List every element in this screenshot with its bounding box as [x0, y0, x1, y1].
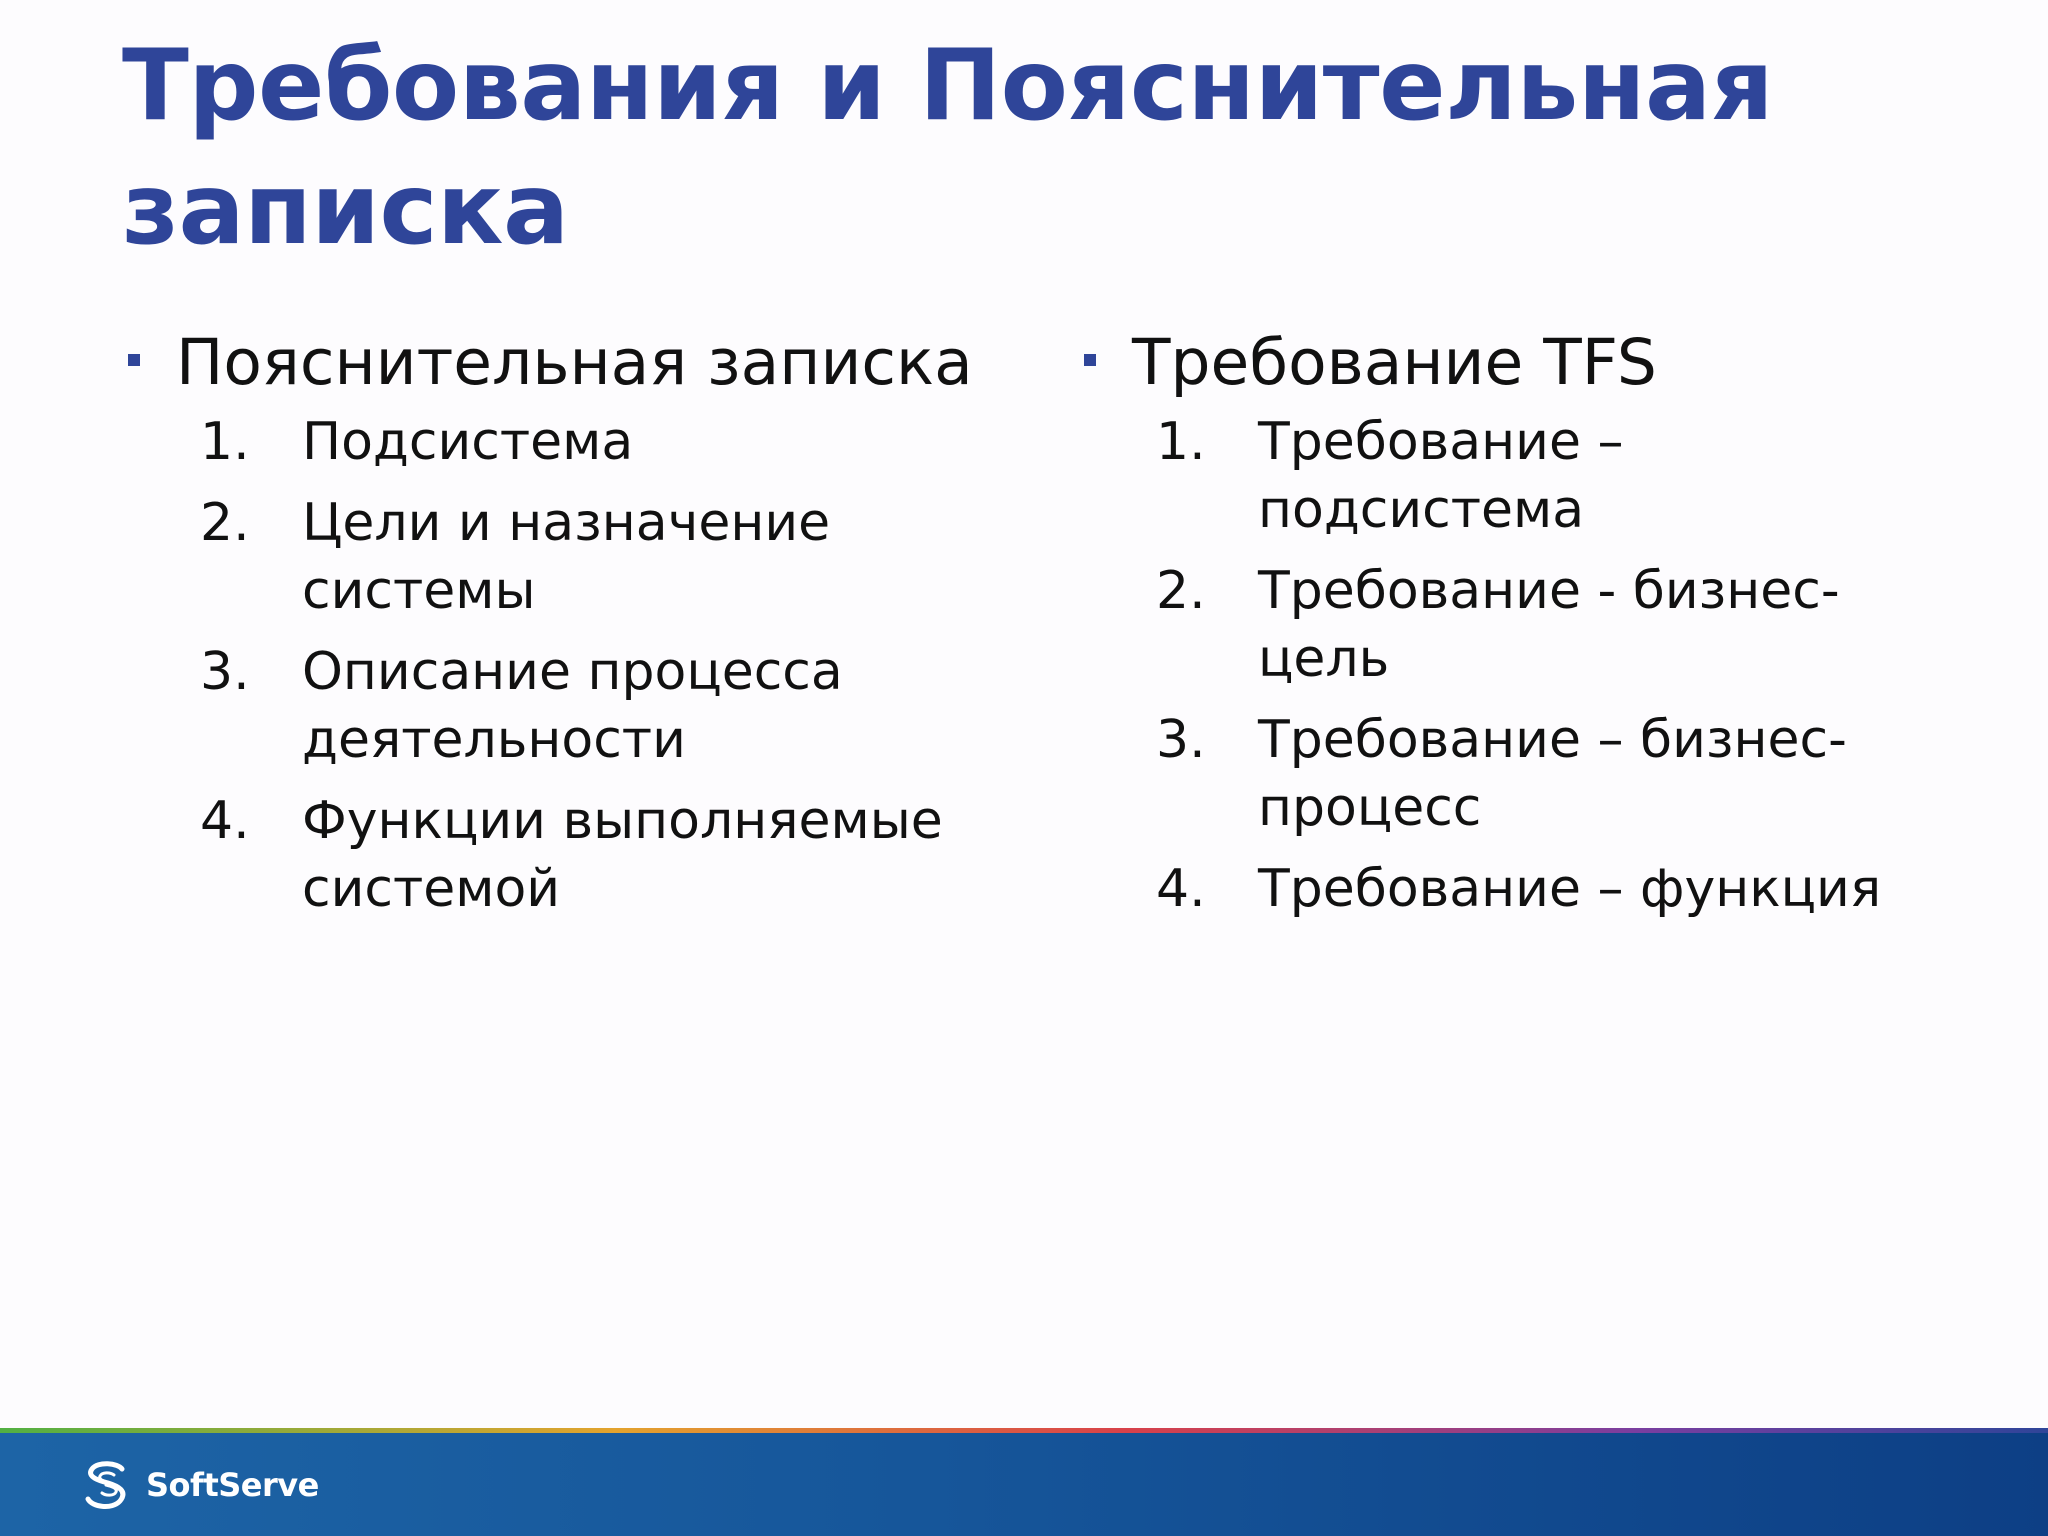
list-item-text	[1258, 557, 1978, 693]
list-item-line: Функции выполняемые	[302, 791, 943, 851]
list-item	[122, 638, 1022, 774]
list-item-line: Цели и назначение	[302, 493, 831, 553]
title-line-2: записка	[122, 153, 569, 267]
left-heading: Пояснительная записка	[176, 326, 973, 399]
list-item-text	[302, 489, 1022, 625]
list-item-line: деятельности	[302, 710, 686, 770]
list-item	[1078, 557, 1978, 693]
list-item-text	[302, 787, 1022, 923]
list-item-line: системой	[302, 859, 561, 919]
list-item-number: 3.	[200, 642, 250, 702]
list-item-number: 4.	[1156, 859, 1206, 919]
list-item	[1078, 855, 1978, 923]
list-item-line: Требование –	[1258, 412, 1624, 472]
list-item-number: 4.	[200, 791, 250, 851]
list-item-number: 2.	[200, 493, 250, 553]
list-item-number: 3.	[1156, 710, 1206, 770]
list-item	[122, 408, 1022, 476]
right-heading: Требование TFS	[1132, 326, 1657, 399]
list-item-text	[1258, 855, 1978, 923]
logo-text: SoftServe	[146, 1466, 319, 1504]
right-column	[1078, 318, 1978, 936]
list-item-text	[302, 638, 1022, 774]
list-item-text	[1258, 408, 1978, 544]
left-column	[122, 318, 1022, 936]
softserve-logo	[78, 1455, 319, 1515]
list-item-line: Описание процесса	[302, 642, 843, 702]
list-item-number: 1.	[1156, 412, 1206, 472]
list-item	[122, 489, 1022, 625]
left-bullet	[122, 318, 1022, 408]
list-item-line: Подсистема	[302, 412, 634, 472]
list-item-line: процесс	[1258, 778, 1482, 838]
list-item-line: Требование – функция	[1258, 859, 1882, 919]
list-item-line: цель	[1258, 629, 1390, 689]
softserve-logo-icon	[78, 1455, 138, 1515]
list-item-line: Требование – бизнес-	[1258, 710, 1847, 770]
list-item-number: 1.	[200, 412, 250, 472]
slide-title	[122, 24, 1922, 272]
right-bullet	[1078, 318, 1978, 408]
right-list	[1078, 408, 1978, 923]
list-item	[1078, 706, 1978, 842]
bullet-square-icon	[128, 354, 140, 366]
footer-bar	[0, 1433, 2048, 1536]
list-item	[1078, 408, 1978, 544]
bullet-square-icon	[1084, 354, 1096, 366]
left-list	[122, 408, 1022, 923]
list-item-line: Требование - бизнес-	[1258, 561, 1840, 621]
list-item-number: 2.	[1156, 561, 1206, 621]
list-item	[122, 787, 1022, 923]
list-item-text	[1258, 706, 1978, 842]
list-item-text	[302, 408, 1022, 476]
title-line-1: Требования и Пояснительная	[122, 29, 1774, 143]
list-item-line: подсистема	[1258, 480, 1585, 540]
list-item-line: системы	[302, 561, 536, 621]
